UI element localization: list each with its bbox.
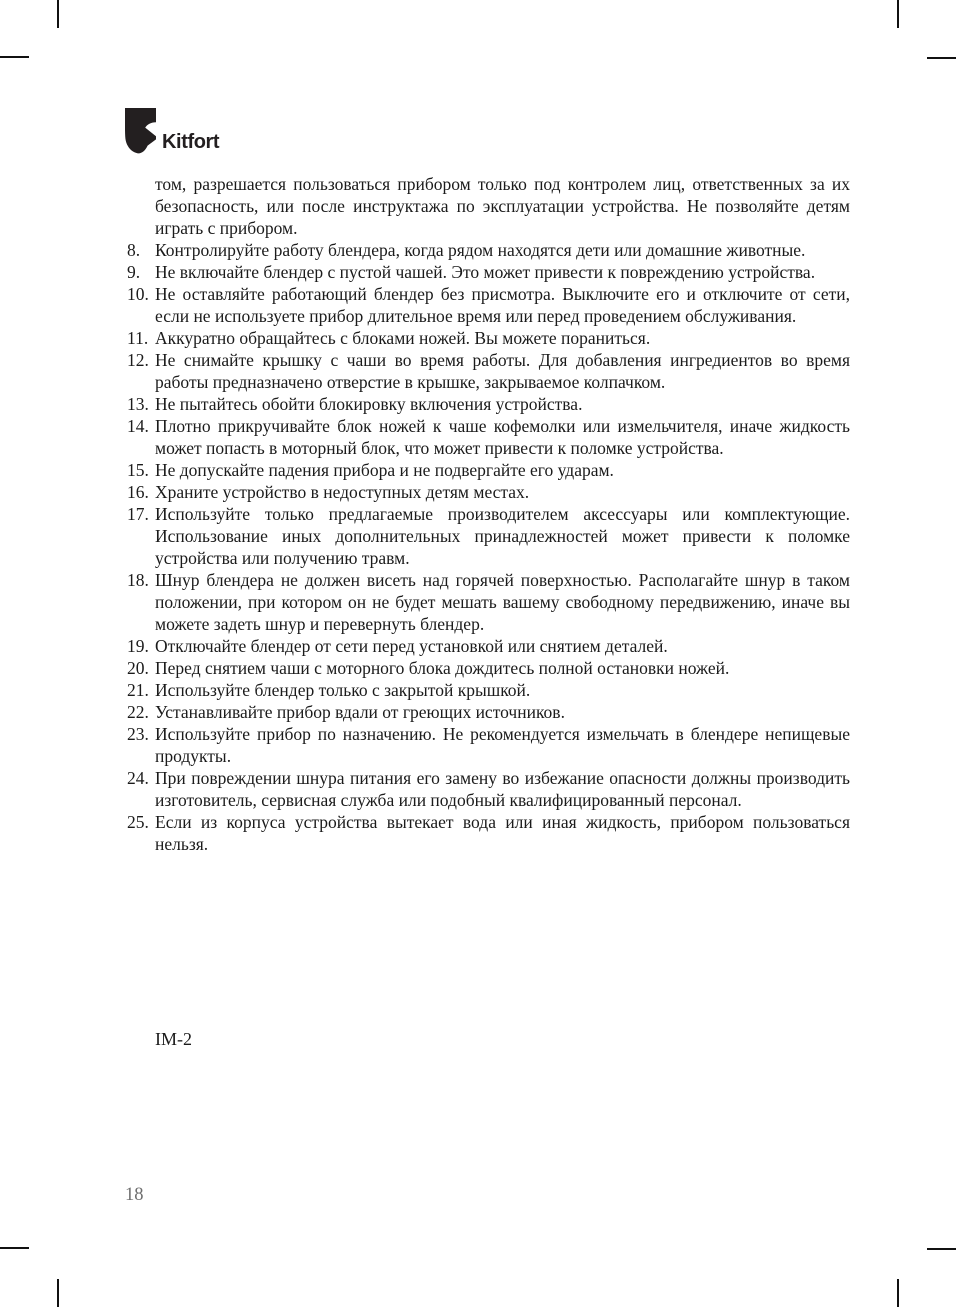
kitfort-flag-icon [125, 108, 156, 154]
crop-mark-bottom-left-horizontal [0, 1247, 29, 1249]
list-item-text: Используйте только предлагаемые производителем аксессуары или комплектующие. Использование иных дополнительных принадлежностей может привести к поломке устройства или получению травм. [155, 504, 850, 568]
list-item [127, 569, 850, 635]
list-item [127, 723, 850, 767]
list-item-text: Не снимайте крышку с чаши во время работы. Для добавления ингредиентов во время работы предназначено отверстие в крышке, закрываемое колпачком. [155, 350, 850, 392]
list-item-text: Устанавливайте прибор вдали от греющих источников. [155, 702, 565, 722]
page-number: 18 [125, 1185, 144, 1205]
list-item-text: Если из корпуса устройства вытекает вода или иная жидкость, прибором пользоваться нельзя. [155, 812, 850, 854]
list-item [127, 327, 850, 349]
list-item [127, 415, 850, 459]
list-item [127, 701, 850, 723]
list-item-text: Не пытайтесь обойти блокировку включения устройства. [155, 394, 583, 414]
list-item [127, 283, 850, 327]
list-item-number: 22. [127, 702, 149, 722]
crop-mark-bottom-left-vertical [57, 1279, 59, 1307]
list-item-text: Храните устройство в недоступных детям местах. [155, 482, 530, 502]
crop-mark-top-right-horizontal [927, 57, 956, 59]
list-item-number: 14. [127, 416, 149, 436]
list-item [127, 657, 850, 679]
list-item [127, 261, 850, 283]
list-item-text: Шнур блендера не должен висеть над горячей поверхностью. Располагайте шнур в таком положении, при котором он не будет мешать вашему свободному передвижению, иначе вы можете задеть шнур и перевернуть блендер. [155, 570, 850, 634]
list-item-number: 24. [127, 768, 149, 788]
list-item-text: Не включайте блендер с пустой чашей. Это может привести к повреждению устройства. [155, 262, 816, 282]
list-item-number: 13. [127, 394, 149, 414]
list-item-number: 11. [127, 328, 149, 348]
list-item [127, 459, 850, 481]
list-item-number: 17. [127, 504, 149, 524]
safety-instructions [127, 173, 850, 855]
crop-mark-top-right-vertical [897, 0, 899, 28]
list-item-number: 25. [127, 812, 149, 832]
model-code: IM-2 [155, 1029, 192, 1049]
list-item-text: Перед снятием чаши с моторного блока дождитесь полной остановки ножей. [155, 658, 730, 678]
list-item [127, 767, 850, 811]
list-item [127, 349, 850, 393]
crop-mark-top-left-vertical [57, 0, 59, 28]
list-item-text: Контролируйте работу блендера, когда рядом находятся дети или домашние животные. [155, 240, 806, 260]
list-item [127, 811, 850, 855]
list-item-number: 8. [127, 240, 141, 260]
list-item [127, 679, 850, 701]
brand-wordmark: Kitfort [162, 131, 220, 153]
crop-mark-bottom-right-vertical [897, 1279, 899, 1307]
list-item-number: 9. [127, 262, 141, 282]
kitfort-logo [125, 108, 219, 154]
list-item-number: 21. [127, 680, 149, 700]
list-item [127, 635, 850, 657]
list-item-text: Используйте блендер только с закрытой крышкой. [155, 680, 531, 700]
list-item-number: 19. [127, 636, 149, 656]
list-item [127, 503, 850, 569]
list-item-text: Аккуратно обращайтесь с блоками ножей. Вы можете пораниться. [155, 328, 651, 348]
list-item-number: 20. [127, 658, 149, 678]
crop-mark-top-left-horizontal [0, 56, 29, 58]
list-item-text: Отключайте блендер от сети перед установкой или снятием деталей. [155, 636, 668, 656]
list-item [127, 481, 850, 503]
list-item-number: 15. [127, 460, 149, 480]
list-item-text: Не допускайте падения прибора и не подвергайте его ударам. [155, 460, 614, 480]
list-item-number: 18. [127, 570, 149, 590]
list-item-number: 10. [127, 284, 149, 304]
crop-mark-bottom-right-horizontal [927, 1248, 956, 1250]
list-item-number: 23. [127, 724, 149, 744]
list-item-text: При повреждении шнура питания его замену во избежание опасности должны производить изготовитель, сервисная служба или подобный квалифицированный персонал. [155, 768, 850, 810]
list-item-number: 16. [127, 482, 149, 502]
list-item-text: Плотно прикручивайте блок ножей к чаше кофемолки или измельчителя, иначе жидкость может попасть в моторный блок, что может привести к поломке устройства. [155, 416, 850, 458]
intro-paragraph: том, разрешается пользоваться прибором только под контролем лиц, ответственных за их безопасность, или после инструктажа по эксплуатации устройства. Не позволяйте детям играть с прибором. [155, 174, 850, 238]
list-item [127, 239, 850, 261]
list-item-text: Не оставляйте работающий блендер без присмотра. Выключите его и отключите от сети, если не используете прибор длительное время или перед проведением обслуживания. [155, 284, 850, 326]
list-item-number: 12. [127, 350, 149, 370]
list-item [127, 393, 850, 415]
list-item-text: Используйте прибор по назначению. Не рекомендуется измельчать в блендере непищевые продукты. [155, 724, 850, 766]
